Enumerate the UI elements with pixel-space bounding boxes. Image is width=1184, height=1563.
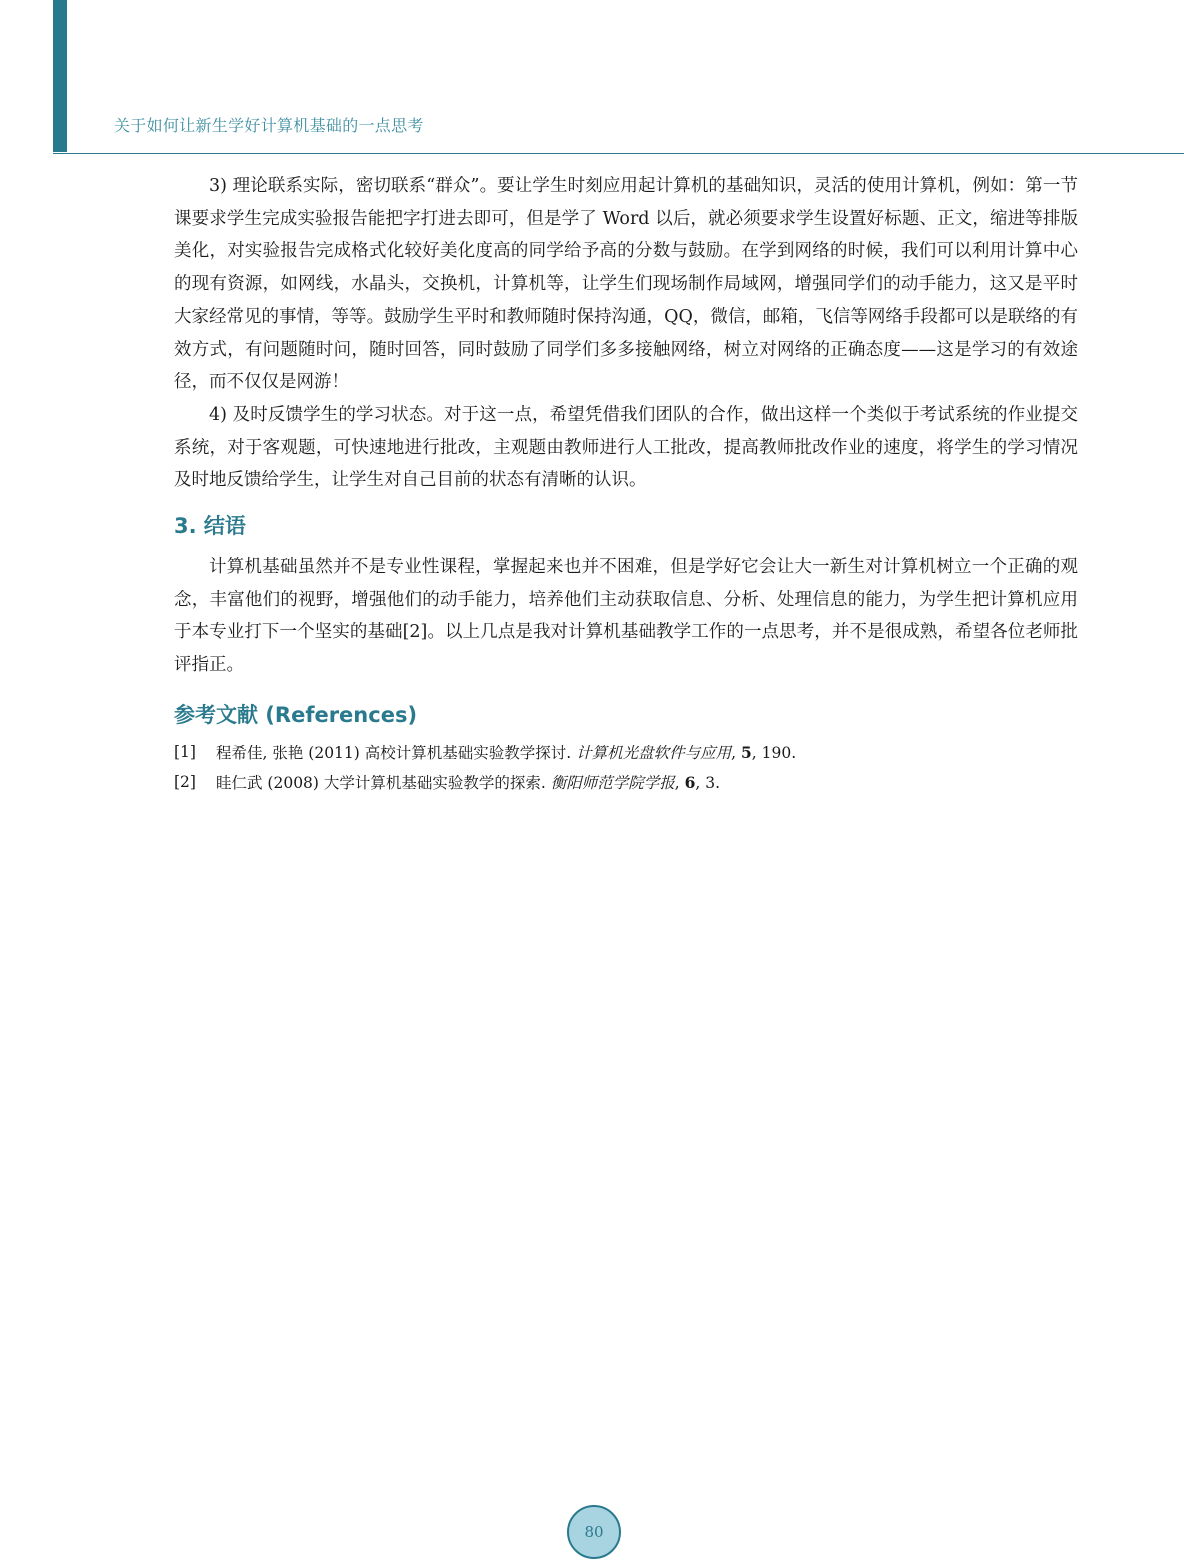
paragraph-point-3: 3) 理论联系实际，密切联系“群众”。要让学生时刻应用起计算机的基础知识，灵活的使用计算机，例如：第一节课要求学生完成实验报告能把字打进去即可，但是学了 Word 以后，就必须要求学生设置好标题、正文，缩进等排版美化，对实验报告完成格式化较好美化度高的同学给予高的分数与鼓励。在学到网络的时候，我们可以利用计算中心的现有资源，如网线，水晶头，交换机，计算机等，让学生们现场制作局域网，增强同学们的动手能力，这又是平时大家经常见的事情，等等。鼓励学生平时和教师随时保持沟通，QQ，微信，邮箱，飞信等网络手段都可以是联络的有效方式，有问题随时问，随时回答，同时鼓励了同学们多多接触网络，树立对网络的正确态度——这是学习的有效途径，而不仅仅是网游！ (174, 176, 1078, 393)
reference-separator: , (674, 773, 685, 792)
reference-pages: , 3. (695, 773, 721, 792)
paragraph-point-4: 4) 及时反馈学生的学习状态。对于这一点，希望凭借我们团队的合作，做出这样一个类似于考试系统的作业提交系统，对于客观题，可快速地进行批改，主观题由教师进行人工批改，提高教师批改作业的速度，将学生的学习情况及时地反馈给学生，让学生对自己目前的状态有清晰的认识。 (174, 404, 1078, 491)
reference-journal: 衡阳师范学院学报 (550, 773, 675, 792)
paragraph-conclusion: 计算机基础虽然并不是专业性课程，掌握起来也并不困难，但是学好它会让大一新生对计算机树立一个正确的观念，丰富他们的视野，增强他们的动手能力，培养他们主动获取信息、分析、处理信息的能力，为学生把计算机应用于本专业打下一个坚实的基础[2]。以上几点是我对计算机基础教学工作的一点思考，并不是很成熟，希望各位老师批评指正。 (174, 557, 1078, 676)
reference-pages: , 190. (751, 743, 797, 762)
reference-volume: 5 (740, 742, 752, 762)
reference-text: 程希佳, 张艳 (2011) 高校计算机基础实验教学探讨. (216, 743, 577, 762)
reference-citation (216, 768, 720, 798)
running-title: 关于如何让新生学好计算机基础的一点思考 (114, 116, 424, 135)
reference-journal: 计算机光盘软件与应用 (576, 743, 732, 762)
header-rule (53, 153, 1184, 154)
reference-citation (216, 738, 796, 768)
page-number: 80 (567, 1505, 621, 1559)
reference-text: 眭仁武 (2008) 大学计算机基础实验教学的探索. (216, 773, 551, 792)
references-heading: 参考文献 (References) (174, 702, 418, 727)
reference-number: [2] (174, 772, 196, 791)
section-heading-conclusion: 3. 结语 (174, 514, 246, 539)
reference-item (174, 768, 1078, 798)
reference-item (174, 738, 1078, 768)
header-accent-bar (53, 0, 67, 152)
article-body (174, 170, 1078, 798)
reference-volume: 6 (684, 772, 696, 792)
reference-separator: , (731, 743, 741, 762)
reference-number: [1] (174, 742, 196, 761)
